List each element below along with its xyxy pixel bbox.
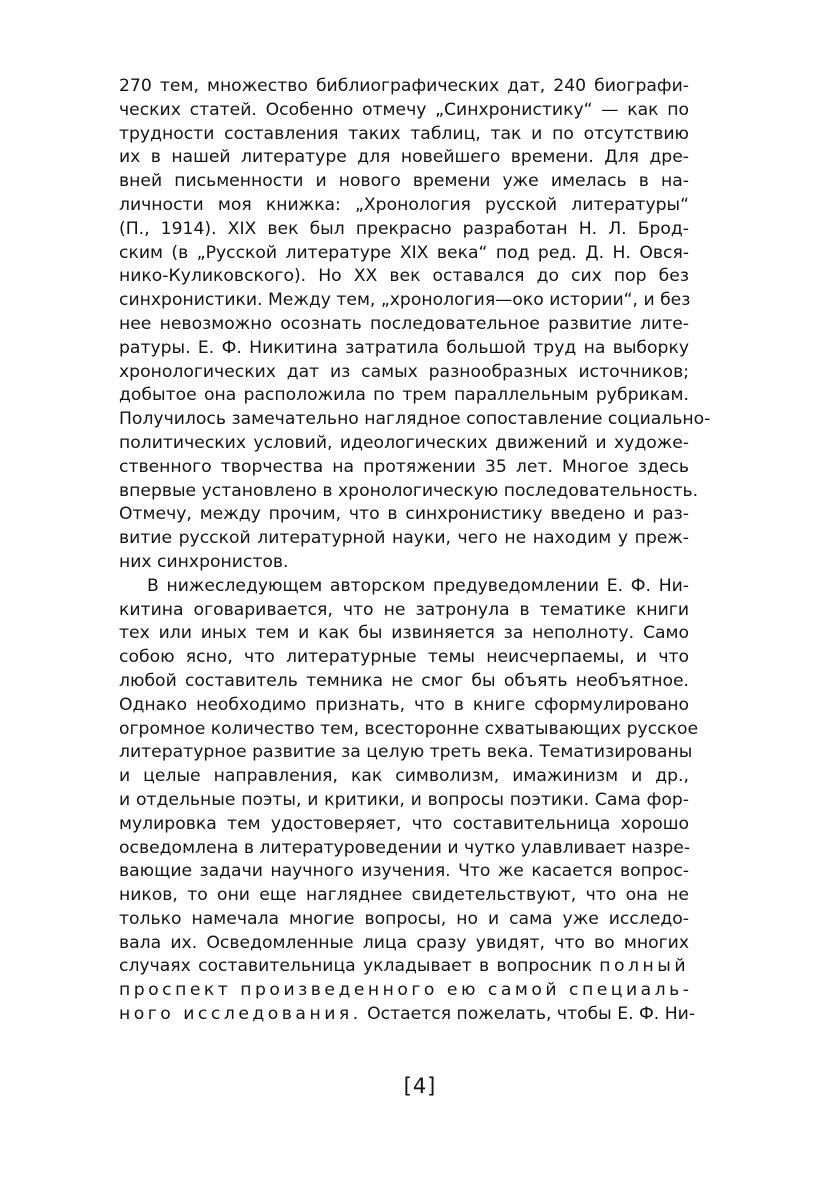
text-line: (П., 1914). XIX век был прекрасно разработан Н. Л. Брод- [119, 218, 689, 239]
text-line: нее невозможно осознать последовательное развитие лите- [119, 313, 689, 334]
text-line: ческих статей. Особенно отмечу „Синхронистику“ — как по [119, 99, 689, 120]
paragraph-1 [119, 75, 711, 575]
text-line: вающие задачи научного изучения. Что же касается вопрос- [119, 861, 689, 882]
text-line: личности моя книжка: „Хронология русской литературы“ [119, 194, 689, 215]
text-line: любой составитель темника не смог бы объять необъятное. [119, 670, 689, 691]
text-line: и отдельные поэты, и критики, и вопросы поэтики. Сама фор- [119, 789, 689, 810]
text-line [119, 955, 689, 979]
body-text [119, 75, 711, 1027]
text-run: Остается пожелать, чтобы Е. Ф. Ни- [361, 1004, 696, 1025]
text-line: 270 тем, множество библиографических дат, 240 биографи- [119, 76, 689, 96]
text-line: витие русской литературной науки, чего не находим у преж- [119, 528, 689, 549]
text-line: ским (в „Русской литературе XIX века“ под ред. Д. Н. Овся- [119, 242, 689, 263]
text-line: ственного творчества на протяжении 35 лет. Многое здесь [119, 456, 689, 477]
text-line [119, 1003, 696, 1027]
spaced-emphasis: ного исследования. [119, 1004, 362, 1025]
text-run: случаях составительница укладывает в вопросник [119, 956, 600, 977]
text-line: вней письменности и нового времени уже имелась в на- [119, 171, 689, 192]
text-line: нико-Куликовского). Но XX век оставался до сих пор без [119, 266, 689, 287]
text-line: тех или иных тем и как бы извиняется за неполноту. Само [119, 623, 689, 644]
text-line: огромное количество тем, всесторонне схватывающих русское [119, 718, 699, 739]
text-line: Получилось замечательно наглядное сопоставление социально- [119, 409, 711, 430]
text-line: ников, то они еще нагляднее свидетельствуют, что она не [119, 885, 689, 906]
text-line: хронологических дат из самых разнообразных источников; [119, 361, 689, 382]
text-line: ратуры. Е. Ф. Никитина затратила большой труд на выборку [119, 337, 689, 358]
text-line: Однако необходимо признать, что в книге сформулировано [119, 694, 689, 715]
text-line: В нижеследующем авторском предуведомлении Е. Ф. Ни- [147, 575, 689, 596]
text-line: и целые направления, как символизм, имажинизм и др., [119, 766, 689, 787]
text-line: литературное развитие за целую треть века. Тематизированы [119, 742, 693, 763]
text-line: них синхронистов. [119, 551, 289, 572]
text-line: добытое она расположила по трем параллельным рубрикам. [119, 385, 689, 406]
text-line: вала их. Осведомленные лица сразу увидят, что во многих [119, 932, 689, 953]
page-number: [4] [403, 1074, 437, 1098]
paragraph-2 [119, 575, 699, 1027]
spaced-emphasis-line: проспект произведенного ею самой специаль- [119, 980, 693, 1001]
text-line: только намечала многие вопросы, но и сама уже исследо- [119, 908, 689, 929]
text-line: китина оговаривается, что не затронула в тематике книги [119, 599, 689, 620]
text-line: их в нашей литературе для новейшего времени. Для дре- [119, 147, 689, 168]
text-line: Отмечу, между прочим, что в синхронистику введено и раз- [119, 504, 689, 525]
text-line: осведомлена в литературоведении и чутко улавливает назре- [119, 837, 691, 858]
text-line: собою ясно, что литературные темы неисчерпаемы, и что [119, 647, 689, 668]
text-line: синхронистики. Между тем, „хронология—око истории“, и без [119, 290, 691, 311]
text-line: политических условий, идеологических движений и художе- [119, 432, 689, 453]
text-line: впервые установлено в хронологическую последовательность. [119, 480, 699, 501]
text-line: мулировка тем удостоверяет, что составительница хорошо [119, 813, 689, 834]
spaced-emphasis: полный [599, 956, 689, 977]
text-line: трудности составления таких таблиц, так и по отсутствию [119, 123, 689, 144]
